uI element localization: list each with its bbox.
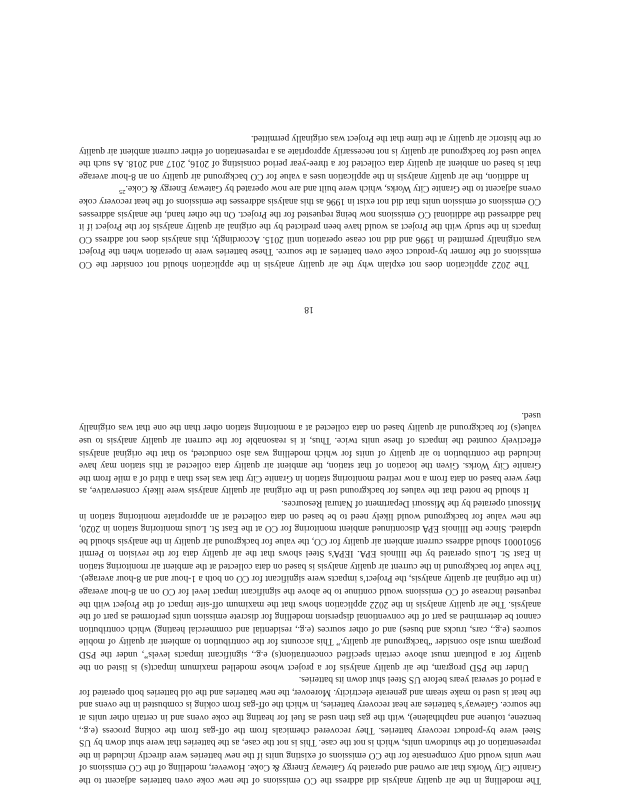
footnote-marker: 25	[119, 188, 126, 196]
lower-text-block	[79, 131, 541, 270]
upper-text-block	[79, 408, 541, 786]
paragraph-text: The 2022 application does not explain why the air quality analysis in the application should not consider the CO emissions of the former by-product coke oven batteries at the source. These batteries were in operation when the Project was originally permitted in 1996 and did not cease operation until 2015. Accordingly, this analysis does not address CO impacts in the study with the Project as would have been predicted by the original air quality analysis for the Project if it had addressed the additional CO emissions now being requested for the Project. On the other hand, the analysis addresses CO emissions of emission units that did not exist in 1996 as this analysis addresses the emissions of the heat recovery coke ovens adjacent to the Granite City Works, which were built and are now operated by Gateway Energy & Coke.	[79, 183, 541, 269]
paragraph: The modelling in the air quality analysis did address the CO emissions of the new coke oven batteries adjacent to the Granite City Works that are owned and operated by Gateway Energy & Coke. However, modelling of the CO emissions of new units would only compensate for the CO emissions of existing units if the new batteries were directly included in the representation of the shutdown units, which is not the case. This is not the case, as the batteries that were shut down by US Steel were by-product recovery batteries. They recovered chemicals from the off-gas from the coking process (e.g., benzene, toluene and naphthalene), with the gas then used as fuel for heating the coke ovens and in certain other units at the source. Gateway’s batteries are heat recovery batteries, in which the off-gas from coking is combusted in the ovens and the heat is used to make steam and generate electricity. Moreover, the new batteries and the old batteries both operated for a period of several years before US Steel shut down its batteries.	[79, 674, 541, 785]
paragraph: Under the PSD program, the air quality analysis for a project whose modelled maximum impact(s) is listed on the quality for a pollutant must above certain specified concentration(s) e.g., significant impacts levels”, under the PSD program must also consider “background air quality.” This accounts for the contribution to ambient air quality of mobile sources (e.g., cars, trucks and buses) and of other sources (e.g., residential and commercial heating) which contribution cannot be determined as part of the conventional dispersion modelling for discrete emission units performed as part of the analysis. The air quality analysis in the 2022 application shows that the maximum off-site impact of the Project with the requested increase of CO emissions would continue to be above the significant impact level for CO on an 8-hour average (in the original air quality analysis, the Project’s impacts were significant for CO on both a 1-hour and an 8-hour average). The value for background in the current air quality analysis is based on data collected at the ambient air monitoring station in East St. Louis operated by the Illinois EPA. IEPA’s Steel shows that the air quality data for the revision to Permit 95010001 should address current ambient air quality for CO, the value for background air quality in the analysis should be updated. Since the Illinois EPA discontinued ambient monitoring for CO at the East St. Louis monitoring station in 2020, the new value for background would likely need to be based on data collected at an appropriate monitoring station in Missouri operated by the Missouri Department of Natural Resources.	[79, 497, 541, 672]
page-number: 18	[304, 304, 314, 314]
paragraph	[79, 182, 541, 270]
paragraph: In addition, the air quality analysis in the application uses a value for CO background air quality on an 8-hour average that is based on ambient air quality data collected for a three-year period consisting of 2016, 2017 and 2018. As such the value used for background air quality is not necessarily appropriate as a representation of either current ambient air quality or the historic air quality at the time that the Project was originally permitted.	[79, 133, 541, 181]
paragraph: It should be noted that the values for background used in the original air quality analysis were likely conservative, as they were based on data from a now retired monitoring station in Granite City that was less than a third of a mile from the Granite City Works. Given the location of that station, the ambient air quality data collected at this station may have included the contribution to air quality of units for which modelling was also conducted, so that the original analysis effectively counted the impacts of these units twice. Thus, it is reasonable for the current air quality analysis to use value(s) for background air quality based on data collected at a monitoring station other than the one that was originally used.	[79, 409, 541, 496]
